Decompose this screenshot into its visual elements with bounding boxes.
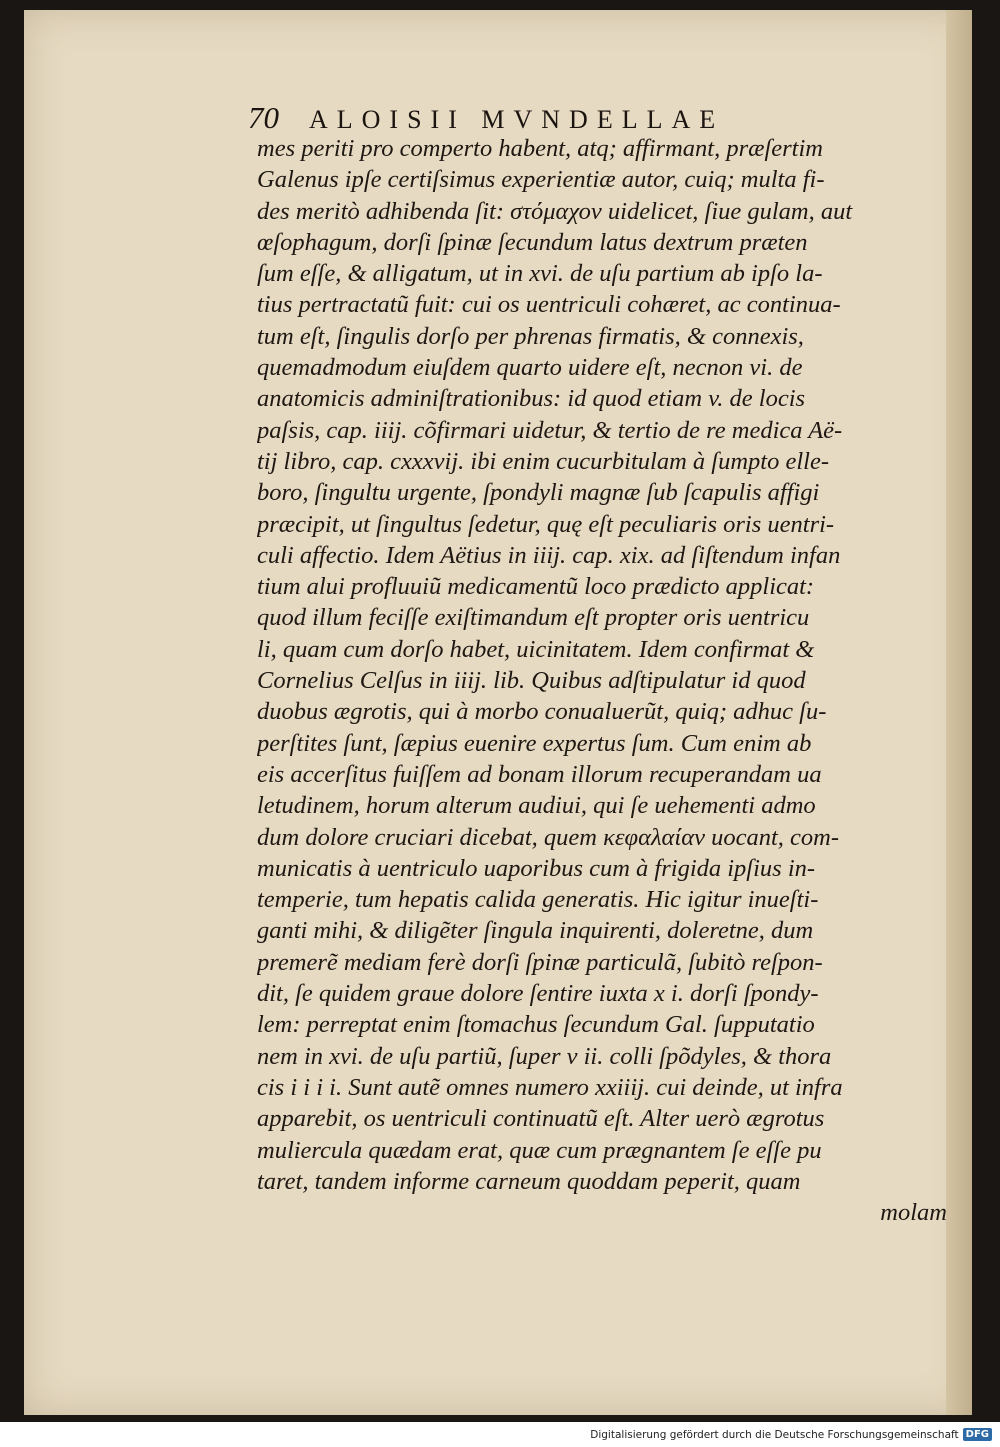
text-line: dum dolore cruciari dicebat, quem κεφαλαίαν uocant, com- bbox=[257, 823, 839, 851]
text-line: taret, tandem informe carneum quoddam peperit, quam bbox=[257, 1167, 801, 1195]
catchword: molam bbox=[880, 1199, 947, 1227]
text-line: boro, ſingultu urgente, ſpondyli magnæ ſub ſcapulis affigi bbox=[257, 479, 820, 507]
text-line: li, quam cum dorſo habet, uicinitatem. Idem confirmat & bbox=[257, 635, 815, 663]
text-line: Galenus ipſe certiſsimus experientiæ autor, cuiq; multa fi- bbox=[257, 166, 825, 194]
text-line: lem: perreptat enim ſtomachus ſecundum Gal. ſupputatio bbox=[257, 1011, 815, 1039]
text-line: premerẽ mediam ferè dorſi ſpinæ particulã, ſubitò reſpon- bbox=[257, 948, 823, 976]
text-line: des meritò adhibenda ſit: στόμαχον uidelicet, ſiue gulam, aut bbox=[257, 197, 853, 225]
text-line: perſtites ſunt, ſæpius euenire expertus ſum. Cum enim ab bbox=[257, 729, 812, 757]
funding-credit-text: Digitalisierung gefördert durch die Deutsche Forschungsgemeinschaft bbox=[590, 1428, 959, 1441]
text-line: tum eſt, ſingulis dorſo per phrenas firmatis, & connexis, bbox=[257, 322, 804, 350]
text-line: quod illum feciſſe exiſtimandum eſt propter oris uentricu bbox=[257, 604, 810, 632]
text-line: ganti mihi, & diligẽter ſingula inquirenti, doleretne, dum bbox=[257, 917, 814, 945]
text-line: mes periti pro comperto habent, atq; affirmant, præſertim bbox=[257, 135, 823, 162]
text-line: tius pertractatũ fuit: cui os uentriculi cohæret, ac continua- bbox=[257, 291, 841, 319]
text-line: culi affectio. Idem Aëtius in iiij. cap. xix. ad ſiſtendum infan bbox=[257, 541, 841, 569]
running-title: ALOISII MVNDELLAE bbox=[309, 105, 725, 134]
text-line: letudinem, horum alterum audiui, qui ſe uehementi admo bbox=[257, 792, 816, 820]
funding-credit bbox=[590, 1428, 992, 1441]
text-line: ſum eſſe, & alligatum, ut in xvi. de uſu partium ab ipſo la- bbox=[257, 260, 823, 288]
text-line: municatis à uentriculo uaporibus cum à frigida ipſius in- bbox=[257, 854, 816, 882]
text-line: Cornelius Celſus in iiij. lib. Quibus adſtipulatur id quod bbox=[257, 667, 806, 695]
text-line: paſsis, cap. iiij. cõfirmari uidetur, & tertio de re medica Aë- bbox=[257, 416, 843, 444]
text-line: muliercula quædam erat, quæ cum prægnantem ſe eſſe pu bbox=[257, 1136, 822, 1164]
text-line: tij libro, cap. cxxxvij. ibi enim cucurbitulam à ſumpto elle- bbox=[257, 447, 829, 475]
text-line: œſophagum, dorſi ſpinæ ſecundum latus dextrum præten bbox=[257, 228, 808, 256]
text-line: eis accerſitus fuiſſem ad bonam illorum recuperandam ua bbox=[257, 760, 822, 788]
text-line: duobus ægrotis, qui à morbo conualuerũt, quiq; adhuc ſu- bbox=[257, 698, 827, 726]
text-line: apparebit, os uentriculi continuatũ eſt. Alter uerò ægrotus bbox=[257, 1105, 825, 1133]
text-line: nem in xvi. de uſu partiũ, ſuper v ii. colli ſpõdyles, & thora bbox=[257, 1042, 832, 1070]
text-line: temperie, tum hepatis calida generatis. Hic igitur inueſti- bbox=[257, 886, 819, 914]
dfg-logo: DFG bbox=[963, 1428, 992, 1441]
text-line: cis i i i i. Sunt autẽ omnes numero xxiiij. cui deinde, ut infra bbox=[257, 1073, 843, 1101]
text-line: dit, ſe quidem graue dolore ſentire iuxta x i. dorſi ſpondy- bbox=[257, 980, 819, 1008]
page-number: 70 bbox=[248, 100, 279, 135]
text-line: præcipit, ut ſingultus ſedetur, quę eſt peculiaris oris uentri- bbox=[257, 510, 835, 538]
body-text bbox=[257, 133, 957, 1228]
text-line: tium alui profluuiũ medicamentũ loco prædicto applicat: bbox=[257, 573, 815, 601]
text-line: anatomicis adminiſtrationibus: id quod etiam v. de locis bbox=[257, 385, 806, 413]
text-line: quemadmodum eiuſdem quarto uidere eſt, necnon vi. de bbox=[257, 354, 803, 382]
